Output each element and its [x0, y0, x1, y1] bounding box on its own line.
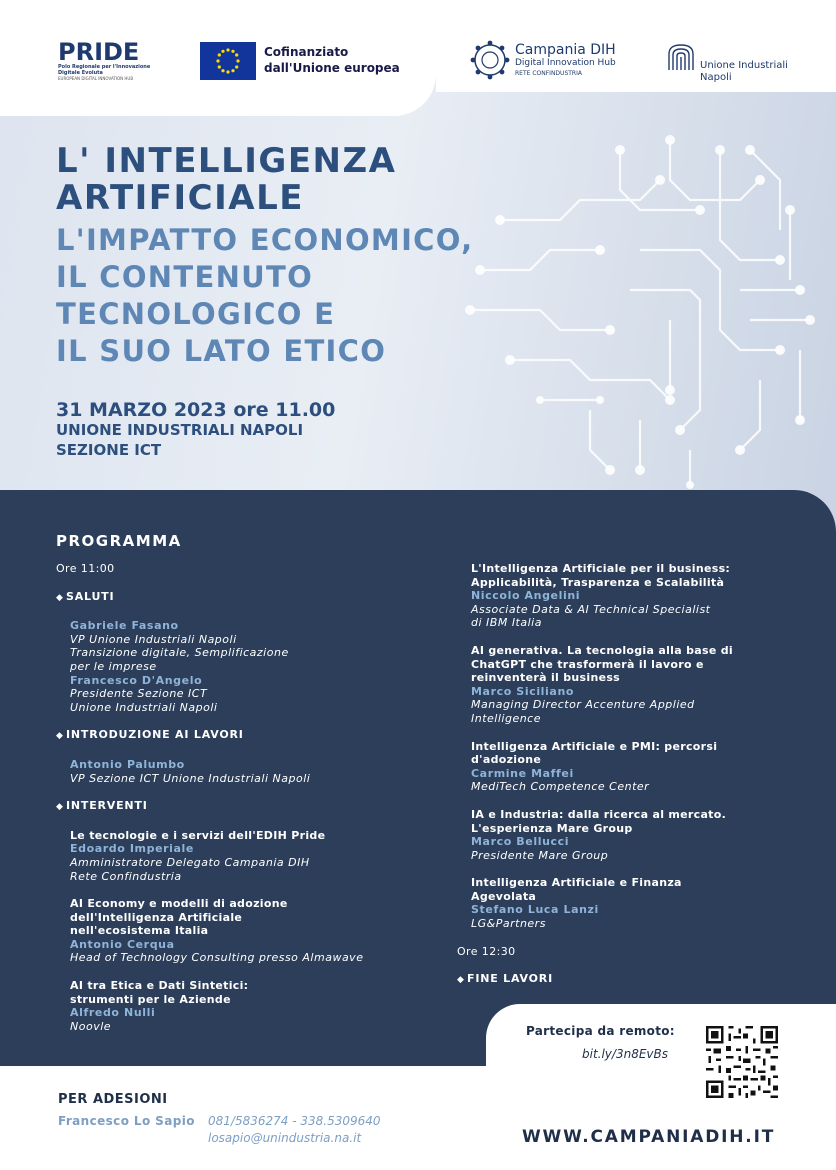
speaker-role: Transizione digitale, Semplificazione — [70, 646, 289, 660]
speaker-role: Head of Technology Consulting presso Almawave — [70, 951, 364, 965]
subtitle — [56, 222, 576, 370]
talk-item — [471, 876, 801, 930]
speaker-name: Stefano Luca Lanzi — [471, 903, 599, 917]
talk-title: Applicabilità, Trasparenza e Scalabilità — [471, 575, 725, 589]
remote-link[interactable]: bit.ly/3n8EvBs — [582, 1047, 668, 1061]
eu-flag-icon — [200, 42, 256, 80]
introduzione-heading-label: INTRODUZIONE AI LAVORI — [66, 728, 244, 742]
contact-email[interactable]: losapio@unindustria.na.it — [208, 1131, 362, 1145]
event-date: 31 MARZO 2023 ore 11.00 — [56, 399, 336, 421]
talk-item — [56, 829, 436, 883]
talk-title: nell'ecosistema Italia — [70, 924, 209, 938]
start-time: Ore 11:00 — [56, 562, 115, 575]
interventi-heading-label: INTERVENTI — [66, 799, 148, 813]
program-column-left — [56, 562, 436, 1033]
subtitle-line2: IL CONTENUTO — [56, 260, 314, 294]
talk-title: dell'Intelligenza Artificiale — [70, 910, 243, 924]
diamond-bullet-icon: ◆ — [56, 802, 64, 813]
talk-title: IA e Industria: dalla ricerca al mercato. — [471, 807, 727, 821]
diamond-bullet-icon: ◆ — [56, 731, 64, 742]
talk-title: Agevolata — [471, 889, 537, 903]
saluti-speakers — [56, 619, 436, 714]
campania-dih-icon — [470, 40, 510, 80]
pride-logo-line3: EUROPEAN DIGITAL INNOVATION HUB — [58, 76, 134, 81]
pride-logo-word: PRIDE — [58, 38, 140, 66]
talk-item — [56, 979, 436, 1033]
talk-item — [471, 808, 801, 862]
pride-logo-line1: Polo Regionale per l'Innovazione — [58, 64, 151, 70]
speaker-name: Alfredo Nulli — [70, 1006, 156, 1020]
introduzione-heading — [56, 728, 436, 744]
speaker-name: Antonio Cerqua — [70, 937, 175, 951]
end-time: Ore 12:30 — [457, 944, 516, 958]
contact-phone[interactable]: 081/5836274 - 338.5309640 — [208, 1114, 381, 1128]
speaker-role: Managing Director Accenture Applied — [471, 698, 695, 712]
main-title — [56, 143, 476, 217]
fine-lavori-heading — [457, 972, 801, 988]
speaker-name: Marco Bellucci — [471, 835, 570, 849]
talk-title: reinventerà il business — [471, 671, 621, 685]
speaker-name: Niccolo Angelini — [471, 589, 581, 603]
talk-title: AI Economy e modelli di adozione — [70, 897, 288, 911]
campania-dih-title: Campania DIH — [515, 42, 616, 58]
program-column-right — [457, 562, 801, 988]
talk-title: strumenti per le Aziende — [70, 992, 231, 1006]
adesioni-title: PER ADESIONI — [58, 1092, 168, 1107]
diamond-bullet-icon: ◆ — [457, 975, 465, 986]
campania-dih-subtitle: Digital Innovation Hub — [515, 58, 616, 68]
speaker-name: Edoardo Imperiale — [70, 842, 194, 856]
pride-logo-line2: Digitale Evoluta — [58, 70, 103, 76]
speaker-name: Antonio Palumbo — [70, 757, 185, 771]
unione-text-line2: Napoli — [700, 72, 732, 83]
saluti-heading-label: SALUTI — [66, 589, 115, 603]
eu-cofinanced-text — [264, 44, 400, 76]
talk-title: d'adozione — [471, 753, 542, 767]
pride-logo — [58, 40, 154, 82]
main-title-line2: ARTIFICIALE — [56, 178, 304, 218]
talk-item — [56, 897, 436, 965]
speaker-name: Francesco D'Angelo — [70, 673, 203, 687]
speaker-role: Associate Data & AI Technical Specialist — [471, 602, 711, 616]
program-title: PROGRAMMA — [56, 532, 182, 550]
speaker-role: LG&Partners — [471, 917, 546, 931]
speaker-role: per le imprese — [70, 659, 157, 673]
eu-text-line2: dall'Unione europea — [264, 61, 400, 75]
speaker-name: Carmine Maffei — [471, 766, 574, 780]
website-link[interactable]: WWW.CAMPANIADIH.IT — [522, 1127, 776, 1147]
contact-name: Francesco Lo Sapio — [58, 1114, 195, 1128]
subtitle-line4: IL SUO LATO ETICO — [56, 334, 387, 368]
unione-text-line1: Unione Industriali — [700, 60, 788, 71]
talk-title: AI tra Etica e Dati Sintetici: — [70, 979, 249, 993]
fine-lavori-label: FINE LAVORI — [467, 972, 553, 986]
speaker-role: Rete Confindustria — [70, 869, 182, 883]
diamond-bullet-icon: ◆ — [56, 592, 64, 603]
interventi-heading — [56, 799, 436, 815]
unione-industriali-icon — [666, 42, 696, 72]
talk-title: L'esperienza Mare Group — [471, 821, 633, 835]
speaker-name: Marco Siciliano — [471, 684, 575, 698]
remote-label: Partecipa da remoto: — [526, 1024, 675, 1038]
talk-item — [471, 740, 801, 794]
talk-title: AI generativa. La tecnologia alla base di — [471, 643, 733, 657]
talk-title: Le tecnologie e i servizi dell'EDIH Pride — [70, 828, 326, 842]
introduzione-speaker — [56, 758, 436, 785]
speaker-role: Presidente Mare Group — [471, 848, 609, 862]
speaker-role: Presidente Sezione ICT — [70, 687, 208, 701]
speaker-name: Gabriele Fasano — [70, 619, 179, 633]
speaker-role: Noovle — [70, 1019, 112, 1033]
qr-code-icon[interactable] — [706, 1026, 778, 1098]
subtitle-line1: L'IMPATTO ECONOMICO, — [56, 223, 474, 257]
event-place: UNIONE INDUSTRIALI NAPOLI — [56, 421, 304, 439]
event-section: SEZIONE ICT — [56, 441, 162, 459]
talk-title: L'Intelligenza Artificiale per il business: — [471, 562, 731, 575]
talk-item — [471, 562, 801, 630]
speaker-role: VP Unione Industriali Napoli — [70, 632, 237, 646]
main-title-line1: L' INTELLIGENZA — [56, 141, 397, 181]
speaker-role: di IBM Italia — [471, 616, 542, 630]
saluti-heading — [56, 590, 436, 606]
speaker-role: Intelligence — [471, 711, 542, 725]
campania-dih-small: RETE CONFINDUSTRIA — [515, 70, 582, 77]
unione-industriali-text — [700, 60, 788, 84]
speaker-role: VP Sezione ICT Unione Industriali Napoli — [70, 771, 311, 785]
subtitle-line3: TECNOLOGICO E — [56, 297, 336, 331]
eu-text-line1: Cofinanziato — [264, 45, 349, 59]
talk-title: Intelligenza Artificiale e Finanza — [471, 876, 682, 890]
speaker-role: Unione Industriali Napoli — [70, 700, 218, 714]
talk-item — [471, 644, 801, 726]
talk-title: ChatGPT che trasformerà il lavoro e — [471, 657, 704, 671]
speaker-role: Amministratore Delegato Campania DIH — [70, 855, 310, 869]
talk-title: Intelligenza Artificiale e PMI: percorsi — [471, 739, 718, 753]
speaker-role: MediTech Competence Center — [471, 780, 650, 794]
